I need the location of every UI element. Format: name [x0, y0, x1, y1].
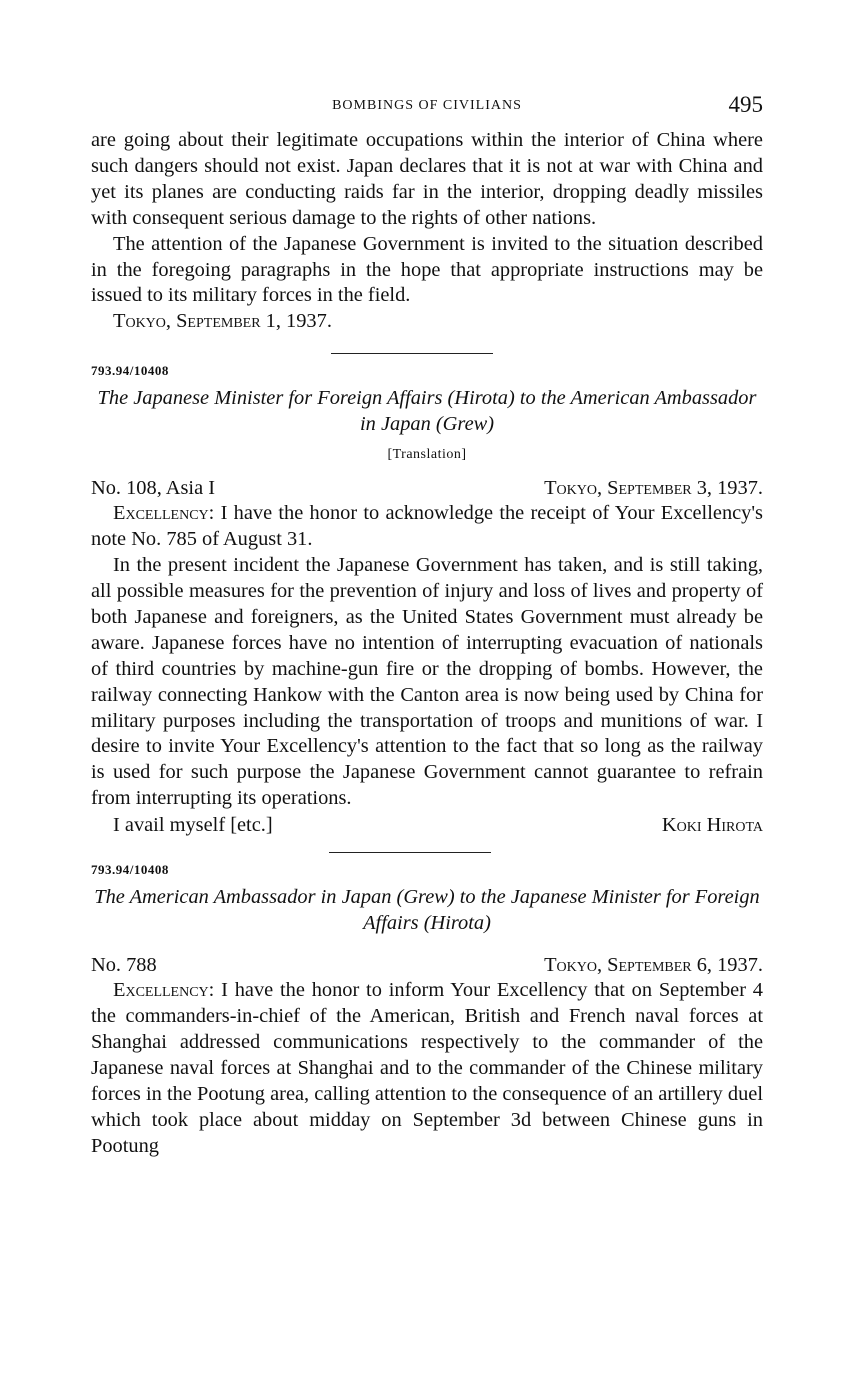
running-head [91, 92, 763, 122]
closing-row [91, 812, 763, 838]
paragraph-text: : I have the honor to acknowledge the receipt of Your Excellency's note No. 785 of August 31. [91, 502, 763, 551]
paragraph-text: : I have the honor to inform Your Excellency that on September 4 the commanders-in-chief of the American, British and French naval forces at Shanghai addressed communications respectively to the commander of the Japanese naval forces at Shanghai and to the commander of the Chinese military forces in the Pootung area, calling attention to the consequence of an artillery duel which took place about midday on September 3d between Chinese guns in Pootung [91, 979, 763, 1157]
section-divider [329, 852, 491, 853]
document-page [91, 92, 763, 1159]
document-title: The Japanese Minister for Foreign Affairs (Hirota) to the American Ambassador in Japan (Grew) [97, 387, 757, 436]
body-paragraph [91, 501, 763, 553]
page-number: 495 [728, 92, 763, 117]
salutation: Excellency [113, 502, 209, 525]
body-paragraph [91, 978, 763, 1159]
closing: I avail myself [etc.] [113, 814, 273, 837]
file-number: 793.94/10408 [91, 862, 169, 878]
dateline: Tokyo, September 3, 1937. [544, 477, 763, 500]
signature: Koki Hirota [661, 814, 763, 837]
body-paragraph: The attention of the Japanese Government is invited to the situation described in the foregoing paragraphs in the hope that appropriate instructions may be issued to its military forces in the field. [91, 232, 763, 307]
dateline: Tokyo, September 6, 1937. [544, 954, 763, 977]
document-heading-row [91, 952, 763, 978]
salutation: Excellency [113, 979, 209, 1002]
file-number: 793.94/10408 [91, 363, 169, 379]
running-title: BOMBINGS OF CIVILIANS [332, 98, 522, 113]
body-paragraph: are going about their legitimate occupations within the interior of China where such dangers should not exist. Japan declares that it is not at war with China and yet its planes are conducting raids far in the interior, dropping deadly missiles with consequent serious damage to the rights of other nations. [91, 129, 763, 229]
document-number: No. 788 [91, 954, 157, 977]
dateline: Tokyo, September 1, 1937. [113, 310, 332, 333]
translation-note: [Translation] [387, 447, 467, 463]
body-paragraph: In the present incident the Japanese Government has taken, and is still taking, all possible measures for the prevention of injury and loss of lives and property of both Japanese and foreigners, as the United States Government must already be aware. Japanese forces have no intention of interrupting evacuation of nationals of third countries by machine-gun fire or the dropping of bombs. However, the railway connecting Hankow with the Canton area is now being used by China for military purposes including the transportation of troops and munitions of war. I desire to invite Your Excellency's attention to the fact that so long as the railway is used for such purpose the Japanese Government cannot guarantee to refrain from interrupting its operations. [91, 554, 763, 810]
document-title: The American Ambassador in Japan (Grew) to the Japanese Minister for Foreign Affairs (Hirota) [94, 886, 760, 935]
section-divider [331, 353, 493, 354]
document-heading-row [91, 475, 763, 501]
document-number: No. 108, Asia I [91, 477, 216, 500]
